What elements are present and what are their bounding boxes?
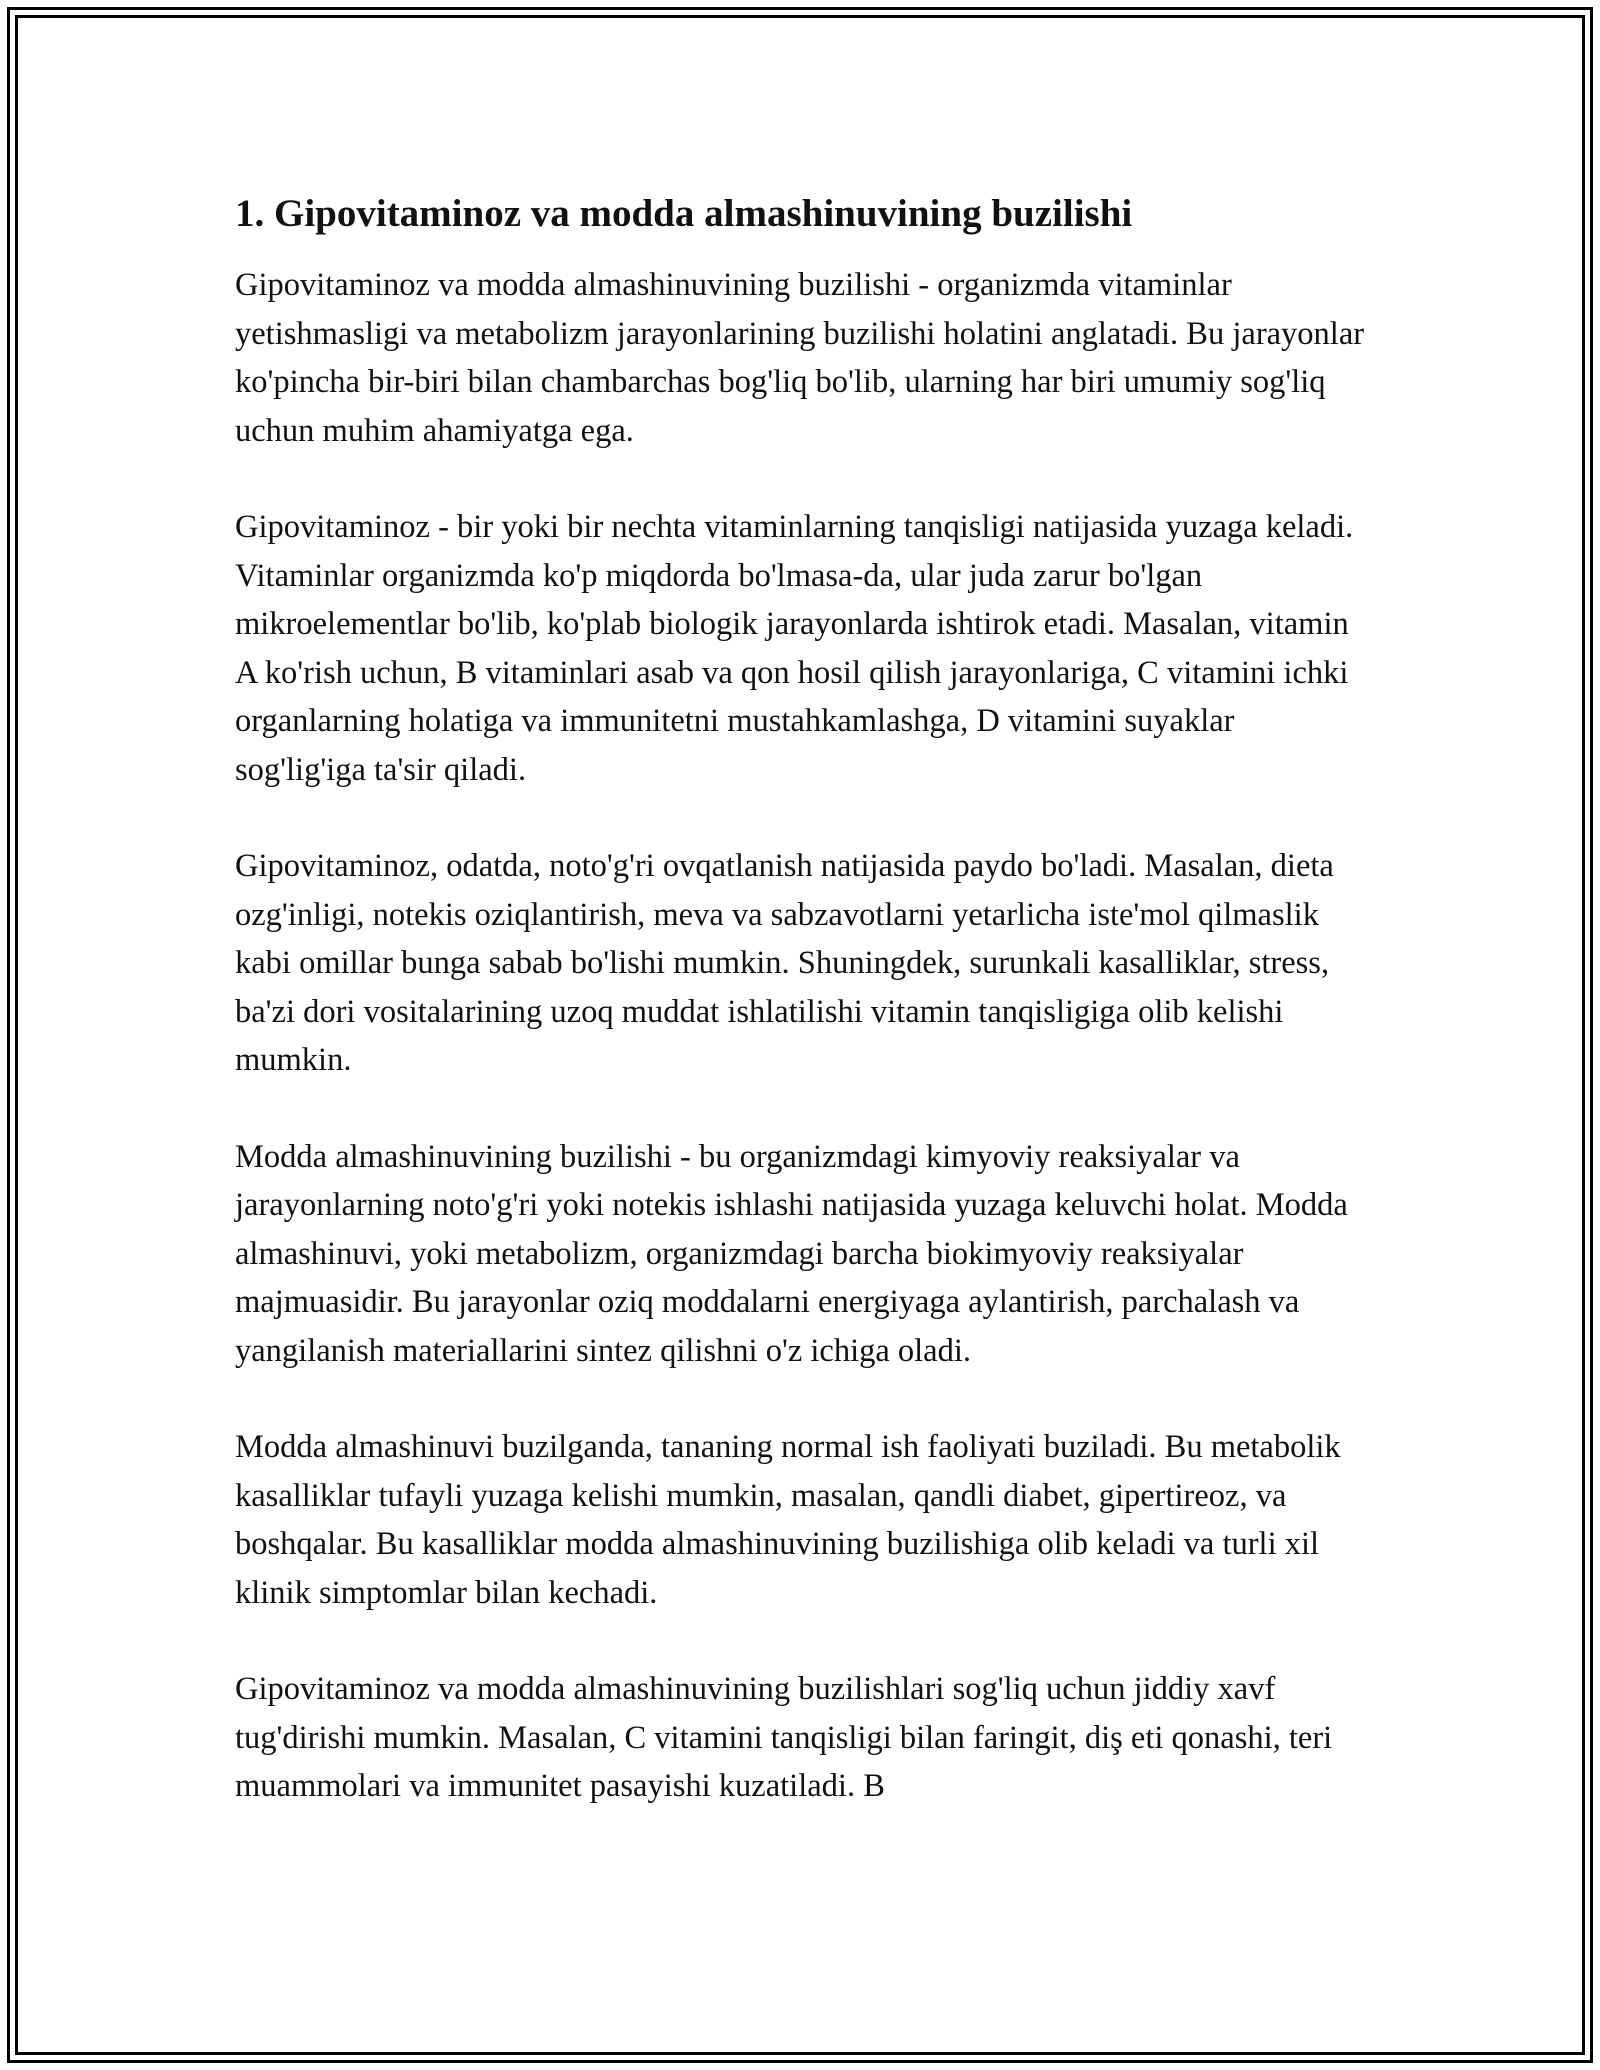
paragraph-6: Gipovitaminoz va modda almashinuvining buzilishlari sog'liq uchun jiddiy xavf tug'dirishi mumkin. Masalan, C vitamini tanqisligi bilan faringit, diş eti qonashi, teri muammolari va immunitet pasayishi kuzatiladi. B bbox=[235, 1671, 1333, 1804]
paragraph-3: Gipovitaminoz, odatda, noto'g'ri ovqatlanish natijasida paydo bo'ladi. Masalan, dieta ozg'inligi, notekis oziqlantirish, meva va sabzavotlarni yetarlicha iste'mol qilmaslik kabi omillar bunga sabab bo'lishi mumkin. Shuningdek, surunkali kasalliklar, stress, ba'zi dori vositalarining uzoq muddat ishlatilishi vitamin tanqisligiga olib kelishi mumkin. bbox=[235, 848, 1334, 1078]
paragraph-1: Gipovitaminoz va modda almashinuvining buzilishi - organizmda vitaminlar yetishmasligi va metabolizm jarayonlarining buzilishi holatini anglatadi. Bu jarayonlar ko'pincha bir-biri bilan chambarchas bog'liq bo'lib, ularning har biri umumiy sog'liq uchun muhim ahamiyatga ega. bbox=[235, 267, 1365, 449]
section-heading: 1. Gipovitaminoz va modda almashinuvining buzilishi bbox=[235, 192, 1133, 235]
paragraph-4: Modda almashinuvining buzilishi - bu organizmdagi kimyoviy reaksiyalar va jarayonlarning noto'g'ri yoki notekis ishlashi natijasida yuzaga keluvchi holat. Modda almashinuvi, yoki metabolizm, organizmdagi barcha biokimyoviy reaksiyalar majmuasidir. Bu jarayonlar oziq moddalarni energiyaga aylantirish, parchalash va yangilanish materiallarini sintez qilishni o'z ichiga oladi. bbox=[235, 1138, 1348, 1369]
paragraph-5: Modda almashinuvi buzilganda, tananing normal ish faoliyati buziladi. Bu metabolik kasalliklar tufayli yuzaga kelishi mumkin, masalan, qandli diabet, gipertireoz, va boshqalar. Bu kasalliklar modda almashinuvining buzilishiga olib keladi va turli xil klinik simptomlar bilan kechadi. bbox=[235, 1429, 1341, 1611]
document-body bbox=[235, 185, 1365, 1859]
paragraph-2: Gipovitaminoz - bir yoki bir nechta vitaminlarning tanqisligi natijasida yuzaga keladi. Vitaminlar organizmda ko'p miqdorda bo'lmasa-da, ular juda zarur bo'lgan mikroelementlar bo'lib, ko'plab biologik jarayonlarda ishtirok etadi. Masalan, vitamin A ko'rish uchun, B vitaminlari asab va qon hosil qilish jarayonlariga, C vitamini ichki organlarning holatiga va immunitetni mustahkamlashga, D vitamini suyaklar sog'lig'iga ta'sir qiladi. bbox=[235, 509, 1354, 788]
